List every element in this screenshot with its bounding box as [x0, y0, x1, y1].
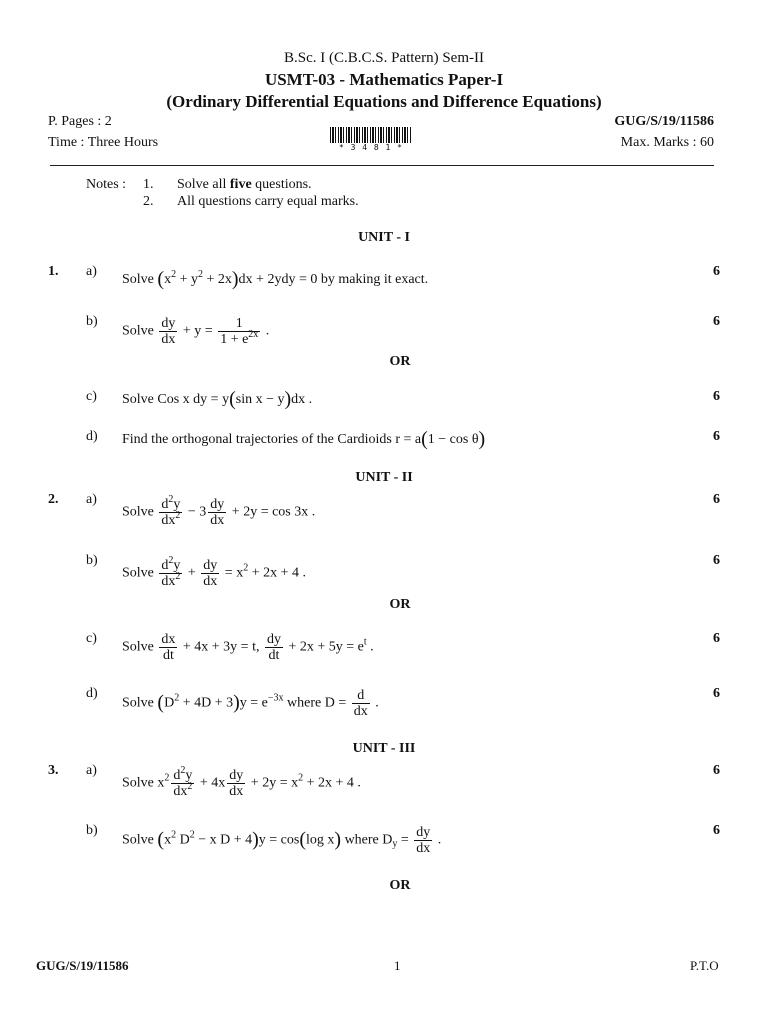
paper-code: GUG/S/19/11586 [614, 114, 714, 129]
part-label: d) [86, 686, 98, 701]
or-separator: OR [389, 597, 411, 612]
question-number: 3. [48, 763, 59, 778]
part-label: c) [86, 631, 97, 646]
part-label: a) [86, 264, 97, 279]
question-text: Solve $x^2$ $\frac{d^2y}{dx^2}$ + 4x $\frac{dy}{dx}$ + $2y = x^2 + 2x + 4$ . [122, 765, 361, 799]
notes-label: Notes : [86, 177, 127, 192]
part-label: a) [86, 763, 97, 778]
page-number: 1 [394, 958, 401, 973]
page-count: P. Pages : 2 [48, 114, 112, 129]
question-number: 1. [48, 264, 59, 279]
barcode-number: * 3 4 8 1 * [339, 143, 403, 152]
marks: 6 [713, 492, 720, 507]
header-rule [50, 165, 714, 166]
question-text: Solve $(D^2 + 4D + 3)y = e^{-3x}$ where D = $\frac{d}{dx}$ . [122, 688, 379, 719]
barcode-icon [330, 127, 412, 143]
question-text: Solve $\frac{dy}{dx}$ + y = $\frac{1}{1 + e^{2x}}$ . [122, 316, 270, 347]
marks: 6 [713, 264, 720, 279]
part-label: b) [86, 823, 98, 838]
marks: 6 [713, 631, 720, 646]
note-text: All questions carry equal marks. [177, 194, 359, 209]
question-text: Solve $(x^2 + y^2 + 2x)dx + 2ydy = 0$ by making it exact. [122, 268, 429, 290]
question-text: Solve Cos x dy = y(sin x − y)dx . [122, 388, 313, 410]
note-number: 2. [143, 194, 154, 209]
max-marks: Max. Marks : 60 [620, 135, 714, 150]
marks: 6 [713, 686, 720, 701]
paper-title: USMT-03 - Mathematics Paper-I [264, 70, 504, 89]
unit-heading: UNIT - II [355, 470, 413, 485]
note-text: Solve all five questions. [177, 177, 312, 192]
note-number: 1. [143, 177, 154, 192]
unit-heading: UNIT - I [358, 230, 410, 245]
please-turn-over: P.T.O [690, 958, 719, 973]
marks: 6 [713, 763, 720, 778]
paper-subtitle: (Ordinary Differential Equations and Difference Equations) [166, 92, 602, 111]
exam-time: Time : Three Hours [48, 135, 159, 150]
unit-heading: UNIT - III [352, 741, 416, 756]
part-label: a) [86, 492, 97, 507]
question-number: 2. [48, 492, 59, 507]
or-separator: OR [389, 878, 411, 893]
part-label: d) [86, 429, 98, 444]
question-text: Solve $\frac{dx}{dt}$ + 4x + 3y = t, $\frac{dy}{dt}$ + $2x + 5y = e^t$ . [122, 632, 374, 663]
part-label: b) [86, 553, 98, 568]
marks: 6 [713, 823, 720, 838]
question-text: Solve $\frac{d^2y}{dx^2}$ + $\frac{dy}{dx}$ = $x^2 + 2x + 4$ . [122, 555, 306, 589]
question-text: Solve ($x^2$ $D^2 - x$ D + 4)y = cos(log x) where $D_y$ = $\frac{dy}{dx}$ . [122, 825, 442, 856]
marks: 6 [713, 429, 720, 444]
question-text: Find the orthogonal trajectories of the Cardioids r = a(1 − cos θ) [122, 428, 486, 450]
part-label: b) [86, 314, 98, 329]
part-label: c) [86, 389, 97, 404]
marks: 6 [713, 553, 720, 568]
marks: 6 [713, 389, 720, 404]
or-separator: OR [389, 354, 411, 369]
course-line: B.Sc. I (C.B.C.S. Pattern) Sem-II [284, 50, 484, 66]
marks: 6 [713, 314, 720, 329]
footer-code: GUG/S/19/11586 [36, 958, 129, 973]
question-text: Solve $\frac{d^2y}{dx^2}$ − 3 $\frac{dy}{dx}$ + 2y = cos 3x . [122, 494, 316, 528]
